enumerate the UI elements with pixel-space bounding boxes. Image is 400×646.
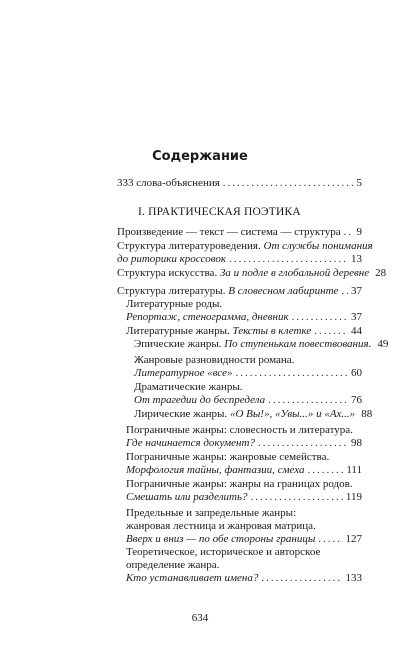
entry-subtitle: Вверх и вниз — по обе стороны границы [126,533,316,545]
page-number: 634 [191,612,209,624]
entry-title: Структура литературы. [117,285,226,297]
entry-page: 127 [345,533,362,545]
leader-dots [292,311,348,324]
entry-title: Предельные и запредельные жанры: [126,507,297,519]
entry-page: 119 [345,491,362,503]
toc-entry[interactable] [126,325,362,338]
entry-title: Пограничные жанры: жанровые семейства. [126,451,330,463]
toc-entry[interactable] [126,298,362,324]
toc-entry[interactable] [117,240,373,266]
entry-title: Теоретическое, историческое и авторское [126,546,321,558]
entry-subtitle: Литературное «все» [134,367,233,379]
entry-page: 88 [361,408,373,420]
entry-page: 37 [351,285,362,297]
entry-subtitle: От трагедии до беспредела [134,394,266,406]
entry-page: 9 [356,226,362,238]
toc-entry-intro[interactable] [117,177,362,190]
leader-dots [251,491,343,504]
toc-entry[interactable] [134,381,362,407]
entry-title: Произведение — текст — система — структура [117,226,341,238]
entry-page: 37 [351,311,362,323]
entry-subtitle: Где начинается документ? [126,437,255,449]
entry-subtitle: В словесном лабиринте [228,285,339,297]
toc-entry[interactable] [134,408,373,421]
toc-entry[interactable] [126,478,362,504]
entry-subtitle: От службы понимания [263,240,373,252]
entry-subtitle: По ступенькам повествования. [224,338,372,350]
toc-entry[interactable] [126,451,362,477]
toc-entry[interactable] [134,338,389,351]
leader-dots [236,367,348,380]
entry-page: 49 [377,338,389,350]
entry-page: 133 [345,572,362,584]
entry-title: Драматические жанры. [134,381,243,393]
toc-entry[interactable] [117,226,362,239]
entry-title-cont: определение жанра. [126,559,220,571]
entry-subtitle: Репортаж, стенограмма, дневник [126,311,289,323]
entry-page: 28 [375,267,387,279]
entry-subtitle: до риторики кроссовок [117,253,227,265]
entry-page: 60 [351,367,362,379]
leader-dots [344,226,354,239]
entry-title: Лирические жанры. [134,408,228,420]
toc-entry[interactable] [117,285,362,298]
entry-subtitle: Смешать или разделить? [126,491,248,503]
entry-title-cont: жанровая лестница и жанровая матрица. [126,520,316,532]
leader-dots [229,253,348,266]
page-title: Содержание [152,149,248,164]
entry-page: 98 [351,437,362,449]
entry-subtitle: За и подле в глобальной деревне [219,267,370,279]
entry-title: Литературные жанры. [126,325,230,337]
leader-dots [307,464,343,477]
entry-subtitle: Тексты в клетке [232,325,312,337]
entry-page: 76 [351,394,362,406]
entry-title: Жанровые разновидности романа. [134,354,295,366]
entry-title: Пограничные жанры: словесность и литература. [126,424,353,436]
leader-dots [314,325,348,338]
entry-title: Структура искусства. [117,267,218,279]
entry-title: Эпические жанры. [134,338,222,350]
entry-title: Структура литературоведения. [117,240,261,252]
leader-dots [258,437,348,450]
section-heading: I. ПРАКТИЧЕСКАЯ ПОЭТИКА [138,206,301,218]
leader-dots [268,394,348,407]
toc-entry[interactable] [134,354,362,380]
leader-dots [261,572,342,585]
entry-title: Литературные роды. [126,298,223,310]
toc-entry[interactable] [126,424,362,450]
toc-entry[interactable] [117,267,387,280]
entry-page: 44 [351,325,362,337]
entry-subtitle: Морфология тайны, фантазии, смеха [126,464,305,476]
leader-dots [341,285,348,298]
entry-page: 5 [356,177,362,189]
entry-page: 111 [346,464,362,476]
entry-title: 333 слова-объяснения [117,177,220,189]
toc-entry[interactable] [126,546,362,585]
entry-subtitle: «О Вы!», «Увы...» и «Ах...» [229,408,356,420]
entry-title: Пограничные жанры: жанры на границах родов. [126,478,353,490]
leader-dots [318,533,342,546]
entry-page: 13 [351,253,362,265]
toc-entry[interactable] [126,507,362,546]
entry-subtitle: Кто устанавливает имена? [126,572,259,584]
leader-dots [223,177,354,190]
